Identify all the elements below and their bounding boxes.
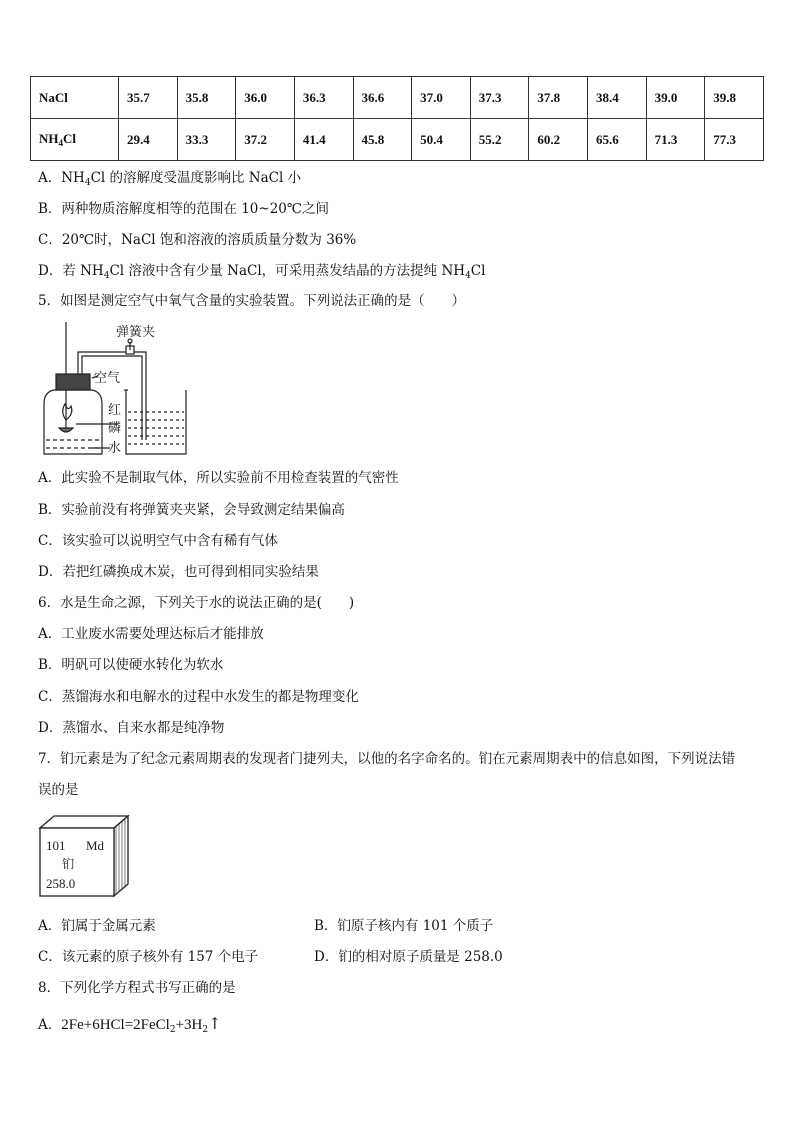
q5-option-a: A．此实验不是制取气体，所以实验前不用检查装置的气密性 <box>38 470 399 486</box>
table-cell: 38.4 <box>588 77 647 119</box>
phosphorus-label-2: 磷 <box>108 421 122 436</box>
table-cell: 50.4 <box>412 119 471 161</box>
table-cell: 39.8 <box>705 77 764 119</box>
q8-stem: 8．下列化学方程式书写正确的是 <box>38 980 236 996</box>
table-cell: 37.3 <box>470 77 529 119</box>
table-cell: 71.3 <box>646 119 705 161</box>
q7-stem-line2: 误的是 <box>38 782 79 798</box>
atomic-mass: 258.0 <box>46 876 76 891</box>
element-symbol: Md <box>86 838 105 853</box>
oxygen-experiment-diagram <box>36 320 196 458</box>
table-cell: 35.8 <box>177 77 236 119</box>
table-row <box>31 77 764 119</box>
q4-option-b: B．两种物质溶解度相等的范围在 10~20℃之间 <box>38 201 329 217</box>
q5-option-b: B．实验前没有将弹簧夹夹紧，会导致测定结果偏高 <box>38 502 345 518</box>
q6-option-d: D．蒸馏水、自来水都是纯净物 <box>38 720 225 736</box>
q6-option-a: A．工业废水需要处理达标后才能排放 <box>38 626 264 642</box>
table-cell: 60.2 <box>529 119 588 161</box>
table-cell: 33.3 <box>177 119 236 161</box>
q4-option-c: C．20℃时，NaCl 饱和溶液的溶质质量分数为 36% <box>38 232 357 248</box>
table-row <box>31 119 764 161</box>
q5-option-c: C．该实验可以说明空气中含有稀有气体 <box>38 533 278 549</box>
table-cell: 77.3 <box>705 119 764 161</box>
q7-option-c: C．该元素的原子核外有 157 个电子 <box>38 949 259 965</box>
table-cell: NaCl <box>31 77 119 119</box>
table-cell: 36.0 <box>236 77 295 119</box>
q7-stem-line1: 7．钔元素是为了纪念元素周期表的发现者门捷列夫，以他的名字命名的。钔在元素周期表中的信息如图，下列说法错 <box>38 751 736 767</box>
clamp-label: 弹簧夹 <box>116 325 156 340</box>
solubility-table <box>30 76 764 161</box>
water-label: 水 <box>108 441 122 456</box>
table-cell: 45.8 <box>353 119 412 161</box>
table-cell: 36.6 <box>353 77 412 119</box>
table-cell: 36.3 <box>294 77 353 119</box>
q4-option-a: A．$NH_4Cl$ 的溶解度受温度影响比 NaCl 小 <box>38 170 302 188</box>
q4-option-d: D．若 $NH_4Cl$ 溶液中含有少量 NaCl，可采用蒸发结晶的方法提纯 $NH_4Cl$ <box>38 263 486 281</box>
table-cell: 37.0 <box>412 77 471 119</box>
air-label: 空气 <box>94 371 121 386</box>
table-cell: 35.7 <box>119 77 178 119</box>
q6-stem: 6．水是生命之源，下列关于水的说法正确的是( ) <box>38 595 355 611</box>
q5-stem: 5．如图是测定空气中氧气含量的实验装置。下列说法正确的是（ ） <box>38 293 466 309</box>
q7-option-a: A．钔属于金属元素 <box>38 918 156 934</box>
atomic-number: 101 <box>46 838 66 853</box>
table-cell: 37.8 <box>529 77 588 119</box>
q8-option-a: A．$2Fe+6HCl=2FeCl_2+3H_2↑$ <box>38 1014 222 1035</box>
element-card-mendelevium <box>36 814 132 900</box>
q7-option-d: D．钔的相对原子质量是 258.0 <box>314 949 503 965</box>
q6-option-c: C．蒸馏海水和电解水的过程中水发生的都是物理变化 <box>38 689 359 705</box>
table-cell: 41.4 <box>294 119 353 161</box>
element-name: 钔 <box>62 857 75 871</box>
table-cell: 39.0 <box>646 77 705 119</box>
table-cell: $NH_4Cl$ <box>31 119 119 161</box>
table-cell: 55.2 <box>470 119 529 161</box>
q5-option-d: D．若把红磷换成木炭，也可得到相同实验结果 <box>38 564 319 580</box>
table-cell: 65.6 <box>588 119 647 161</box>
q6-option-b: B．明矾可以使硬水转化为软水 <box>38 657 224 673</box>
phosphorus-label-1: 红 <box>108 403 122 418</box>
table-cell: 29.4 <box>119 119 178 161</box>
table-cell: 37.2 <box>236 119 295 161</box>
q7-option-b: B．钔原子核内有 101 个质子 <box>314 918 494 934</box>
